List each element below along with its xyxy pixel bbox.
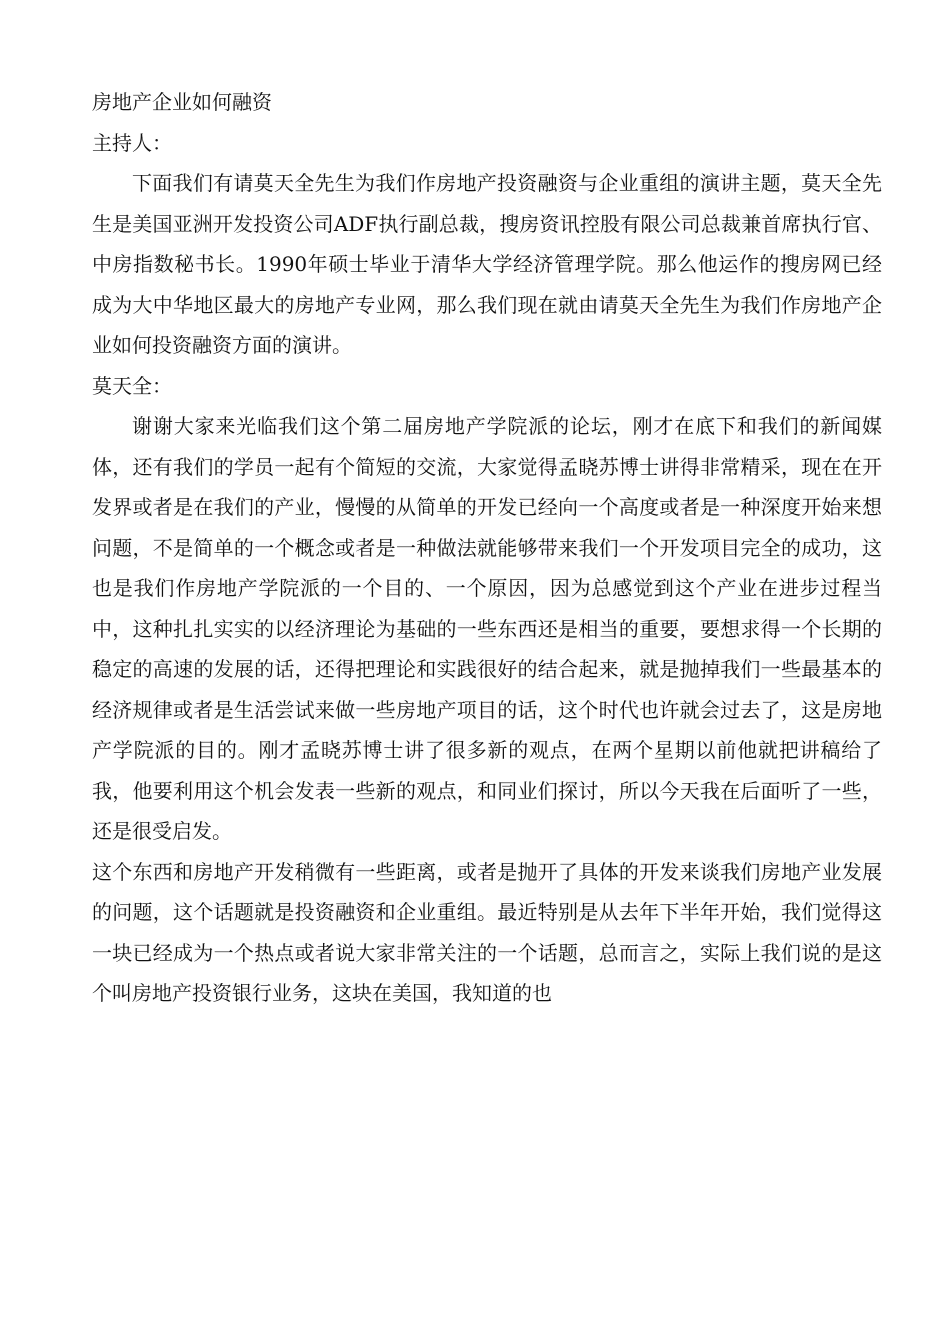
speaker-label-host: 主持人：: [92, 130, 172, 155]
speech-paragraph-2: 这个东西和房地产开发稍微有一些距离，或者是抛开了具体的开发来谈我们房地产业发展的问题，这个话题就是投资融资和企业重组。最近特别是从去年下半年开始，我们觉得这一块已经成为一个热点或者说大家非常关注的一个话题，总而言之，实际上我们说的是这个叫房地产投资银行业务，这块在美国，我知道的也: [92, 859, 882, 1005]
speaker-label-mo: 莫天全：: [92, 373, 172, 398]
document-page: [92, 82, 882, 1014]
document-title: 房地产企业如何融资: [92, 90, 272, 114]
host-paragraph: 下面我们有请莫天全先生为我们作房地产投资融资与企业重组的演讲主题，莫天全先生是美国亚洲开发投资公司ADF执行副总裁，搜房资讯控股有限公司总裁兼首席执行官、中房指数秘书长。1990年硕士毕业于清华大学经济管理学院。那么他运作的搜房网已经成为大中华地区最大的房地产专业网，那么我们现在就由请莫天全先生为我们作房地产企业如何投资融资方面的演讲。: [92, 171, 882, 357]
speech-paragraph-1: 谢谢大家来光临我们这个第二届房地产学院派的论坛，刚才在底下和我们的新闻媒体，还有我们的学员一起有个简短的交流，大家觉得孟晓苏博士讲得非常精采，现在在开发界或者是在我们的产业，慢慢的从简单的开发已经向一个高度或者是一种深度开始来想问题，不是简单的一个概念或者是一种做法就能够带来我们一个开发项目完全的成功，这也是我们作房地产学院派的一个目的、一个原因，因为总感觉到这个产业在进步过程当中，这种扎扎实实的以经济理论为基础的一些东西还是相当的重要，要想求得一个长期的稳定的高速的发展的话，还得把理论和实践很好的结合起来，就是抛掉我们一些最基本的经济规律或者是生活尝试来做一些房地产项目的话，这个时代也许就会过去了，这是房地产学院派的目的。刚才孟晓苏博士讲了很多新的观点，在两个星期以前他就把讲稿给了我，他要利用这个机会发表一些新的观点，和同业们探讨，所以今天我在后面听了一些，还是很受启发。: [92, 414, 882, 843]
